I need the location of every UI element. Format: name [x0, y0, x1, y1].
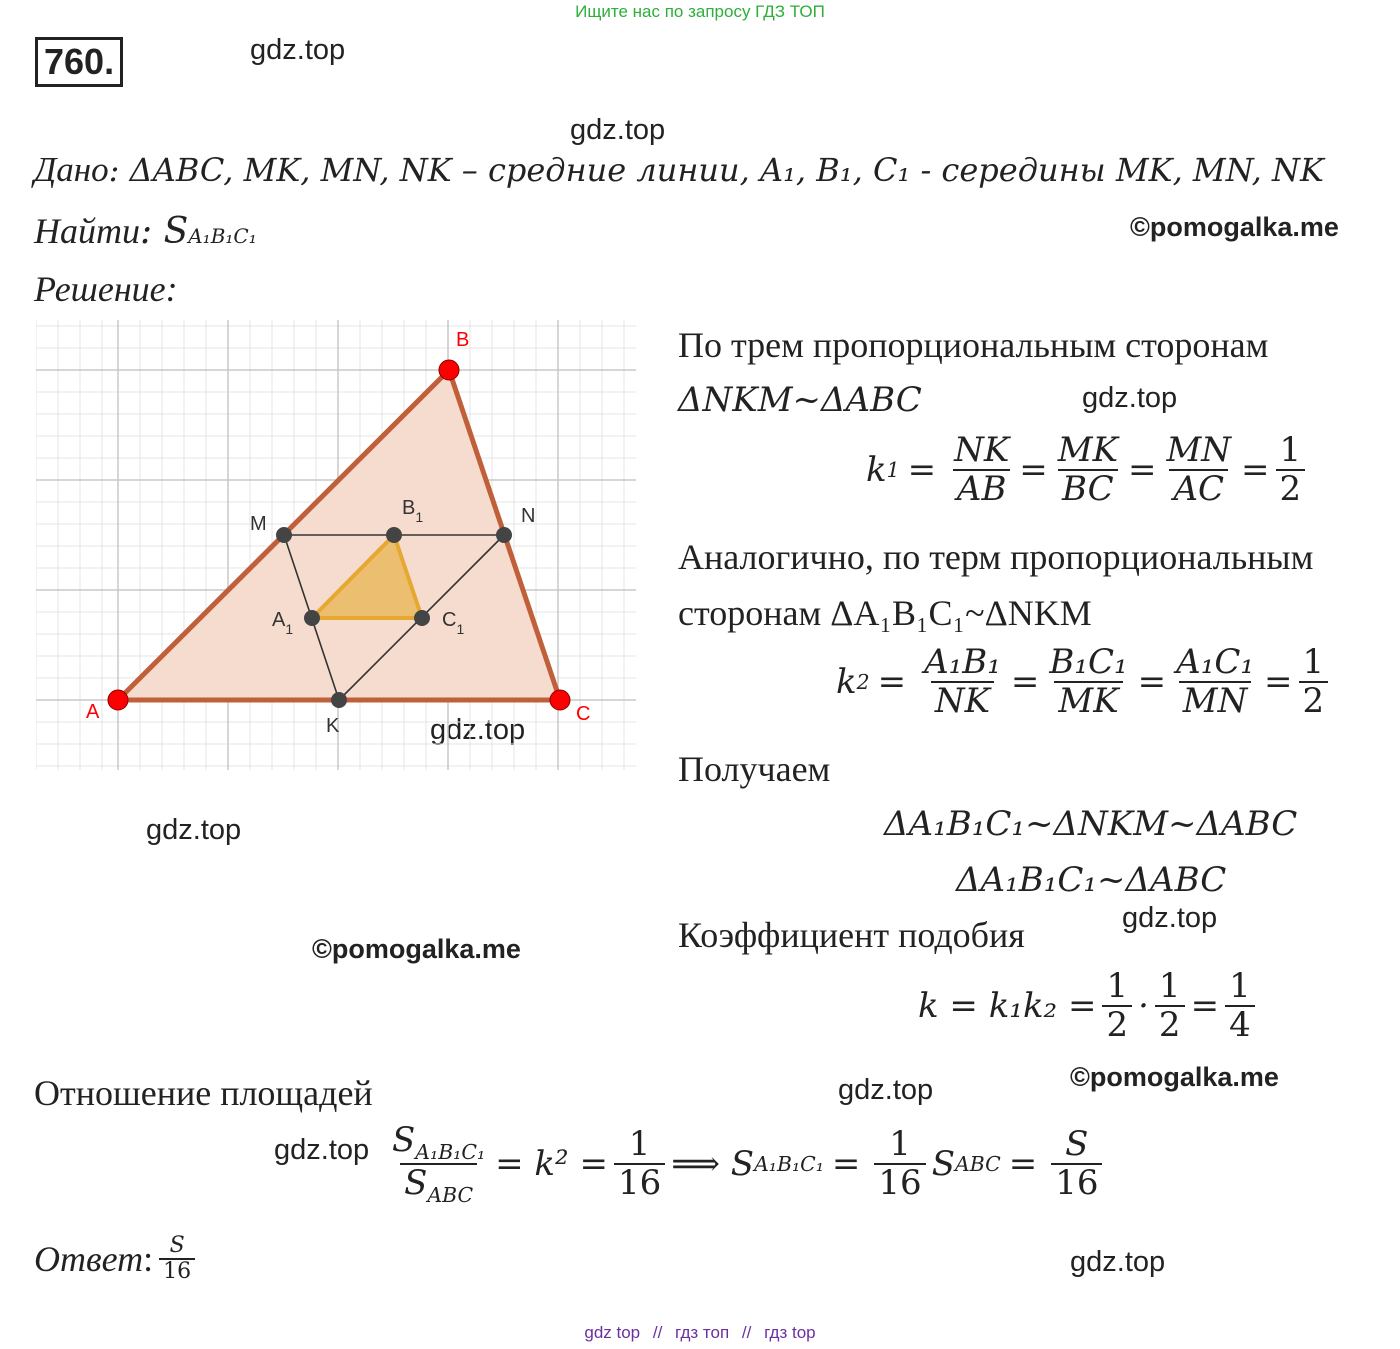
watermark: gdz.top: [838, 1074, 934, 1106]
area-frac1-den: 16: [614, 1163, 665, 1202]
point-c1: [414, 610, 430, 626]
footer-separator: //: [652, 1323, 663, 1342]
label-n: N: [521, 505, 536, 527]
k2-sub: 2: [856, 670, 870, 695]
find-text: : S: [140, 211, 189, 252]
k-frac3-den: 4: [1225, 1005, 1255, 1044]
given-line: [34, 150, 1324, 190]
area-s-abc: S: [931, 1144, 955, 1185]
solution-label-text: Решение: [34, 269, 166, 309]
label-k: K: [326, 715, 340, 737]
k1-frac3-num: MN: [1166, 430, 1232, 470]
point-b: [439, 360, 459, 380]
k2-symbol: k: [836, 662, 857, 703]
given-label: Дано: [34, 150, 109, 189]
point-b1: [386, 527, 402, 543]
k2-frac4-den: 2: [1299, 681, 1329, 720]
k-frac2-den: 2: [1155, 1005, 1185, 1044]
watermark: gdz.top: [430, 714, 526, 746]
watermark: gdz.top: [250, 34, 346, 66]
k1-sub: 1: [886, 458, 900, 483]
text-we-get: Получаем: [678, 749, 831, 789]
text-similarity-coefficient: Коэффициент подобия: [678, 915, 1025, 955]
k2-frac2-den: MK: [1054, 681, 1122, 720]
label-m: M: [250, 513, 267, 535]
watermark-pomogalka: ©pomogalka.me: [312, 934, 521, 964]
text-analogously: Аналогично, по терм пропорциональным: [678, 537, 1314, 577]
footer-link-gdz-top-mixed[interactable]: гдз top: [764, 1323, 816, 1342]
given-text: : ΔABC, MK, MN, NK – средние линии, A₁, B₁, C₁ - середины MK, MN, NK: [108, 151, 1324, 189]
label-a: A: [86, 701, 100, 723]
area-frac2-num: 1: [889, 1123, 911, 1164]
area-frac1-num: 1: [628, 1123, 651, 1164]
watermark-pomogalka: ©pomogalka.me: [1130, 212, 1339, 242]
k1-symbol: k: [866, 450, 887, 491]
watermark: gdz.top: [274, 1134, 370, 1166]
k-frac1-num: 1: [1106, 966, 1129, 1006]
footer-separator: //: [741, 1323, 752, 1342]
answer-den: 16: [159, 1258, 195, 1284]
point-a1: [304, 610, 320, 626]
k1-frac1-num: NK: [954, 430, 1010, 470]
area-frac2-den: 16: [874, 1163, 925, 1202]
watermark: gdz.top: [146, 814, 242, 846]
answer-label: Ответ: [34, 1239, 144, 1280]
label-c: C: [576, 703, 591, 725]
geometry-figure: [36, 320, 636, 770]
point-n: [496, 527, 512, 543]
k-frac1-den: 2: [1102, 1005, 1132, 1044]
k-equation: k = k₁k₂ = $\frac{1}{2}$ · $\frac{1}{2}$ = $\frac{1}{4}$: [918, 968, 1261, 1045]
watermark-pomogalka: ©pomogalka.me: [1070, 1062, 1279, 1092]
k2-frac3-num: A₁C₁: [1176, 642, 1254, 682]
k-expression: k = k₁k₂ =: [918, 986, 1097, 1027]
point-c: [550, 690, 570, 710]
label-a1: $A_1$: [272, 609, 294, 637]
label-b1: $B_1$: [402, 497, 424, 525]
area-eq: =: [831, 1144, 861, 1185]
problem-number: 760.: [35, 37, 123, 87]
find-label: Найти: [34, 211, 140, 251]
area-ratio-den: S: [404, 1163, 428, 1204]
k1-frac2-den: BC: [1058, 469, 1118, 508]
similarity-chain-2: ΔA₁B₁C₁~ΔABC: [956, 860, 1227, 900]
solution-label: Решение:: [34, 269, 178, 309]
k1-frac4-den: 2: [1276, 469, 1306, 508]
point-a: [108, 690, 128, 710]
text-proportional-sides: По трем пропорциональным сторонам: [678, 325, 1269, 365]
area-implies: ⟹ S: [671, 1144, 755, 1185]
area-equation: [382, 1122, 1108, 1206]
k1-frac2-num: MK: [1057, 430, 1118, 470]
k1-frac1-den: AB: [953, 469, 1011, 508]
top-banner[interactable]: Ищите нас по запросу ГДЗ ТОП: [575, 2, 825, 21]
k1-frac3-den: AC: [1169, 469, 1228, 508]
area-ratio-num-sub: A₁B₁C₁: [415, 1139, 486, 1164]
watermark: gdz.top: [1122, 902, 1218, 934]
k2-frac4-num: 1: [1302, 642, 1325, 682]
area-s-abc-sub: ABC: [954, 1152, 1001, 1177]
similarity-chain-1: ΔA₁B₁C₁~ΔNKM~ΔABC: [884, 804, 1298, 844]
find-line: [34, 210, 257, 252]
k2-equation: k 2 = $\frac{\text{A₁B₁}}{NK}$ = $\frac{\text{B₁C₁}}{MK}$ = $\frac{\text{A₁C₁}}{MN}$ = $\frac{1}{2}$: [836, 644, 1334, 721]
label-c1: $C_1$: [442, 609, 465, 637]
answer-num: S: [169, 1233, 185, 1258]
area-eq-2: =: [1008, 1144, 1038, 1185]
k2-frac3-den: MN: [1179, 681, 1252, 720]
area-ratio-num: S: [392, 1120, 416, 1160]
watermark: gdz.top: [1082, 382, 1178, 414]
area-ratio-den-sub: ABC: [427, 1183, 474, 1208]
k1-frac4-num: 1: [1279, 430, 1302, 470]
k-frac2-num: 1: [1158, 966, 1181, 1006]
area-k-squared: = k² =: [495, 1144, 608, 1185]
watermark: gdz.top: [570, 114, 666, 146]
label-b: B: [456, 329, 470, 351]
area-implies-sub: A₁B₁C₁: [754, 1152, 824, 1177]
k2-frac1-den: NK: [931, 681, 994, 720]
k2-frac1-num: A₁B₁: [924, 642, 1001, 682]
similarity-nkm-abc: ΔNKM~ΔABC: [678, 380, 922, 420]
find-subscript: A₁B₁C₁: [188, 224, 257, 248]
text-sides-similarity: сторонам ΔA₁B₁C₁~ΔNKM: [678, 593, 1092, 633]
k2-frac2-num: B₁C₁: [1049, 642, 1128, 682]
footer-link-gdz-top[interactable]: gdz top: [584, 1323, 641, 1342]
footer-links: [0, 1323, 1400, 1343]
answer-line: Ответ : $\frac{S}{16}$: [34, 1234, 201, 1284]
point-k: [331, 692, 347, 708]
watermark: gdz.top: [1070, 1246, 1166, 1278]
area-frac3-num: S: [1065, 1123, 1089, 1164]
k-frac3-num: 1: [1229, 966, 1251, 1006]
text-area-ratio: Отношение площадей: [34, 1073, 373, 1113]
k1-equation: k 1 = $\frac{NK}{AB}$ = $\frac{MK}{BC}$ = $\frac{MN}{AC}$ = $\frac{1}{2}$: [866, 432, 1311, 509]
area-frac3-den: 16: [1051, 1163, 1102, 1202]
footer-link-gdz-top-ru[interactable]: гдз топ: [675, 1323, 730, 1342]
point-m: [276, 527, 292, 543]
